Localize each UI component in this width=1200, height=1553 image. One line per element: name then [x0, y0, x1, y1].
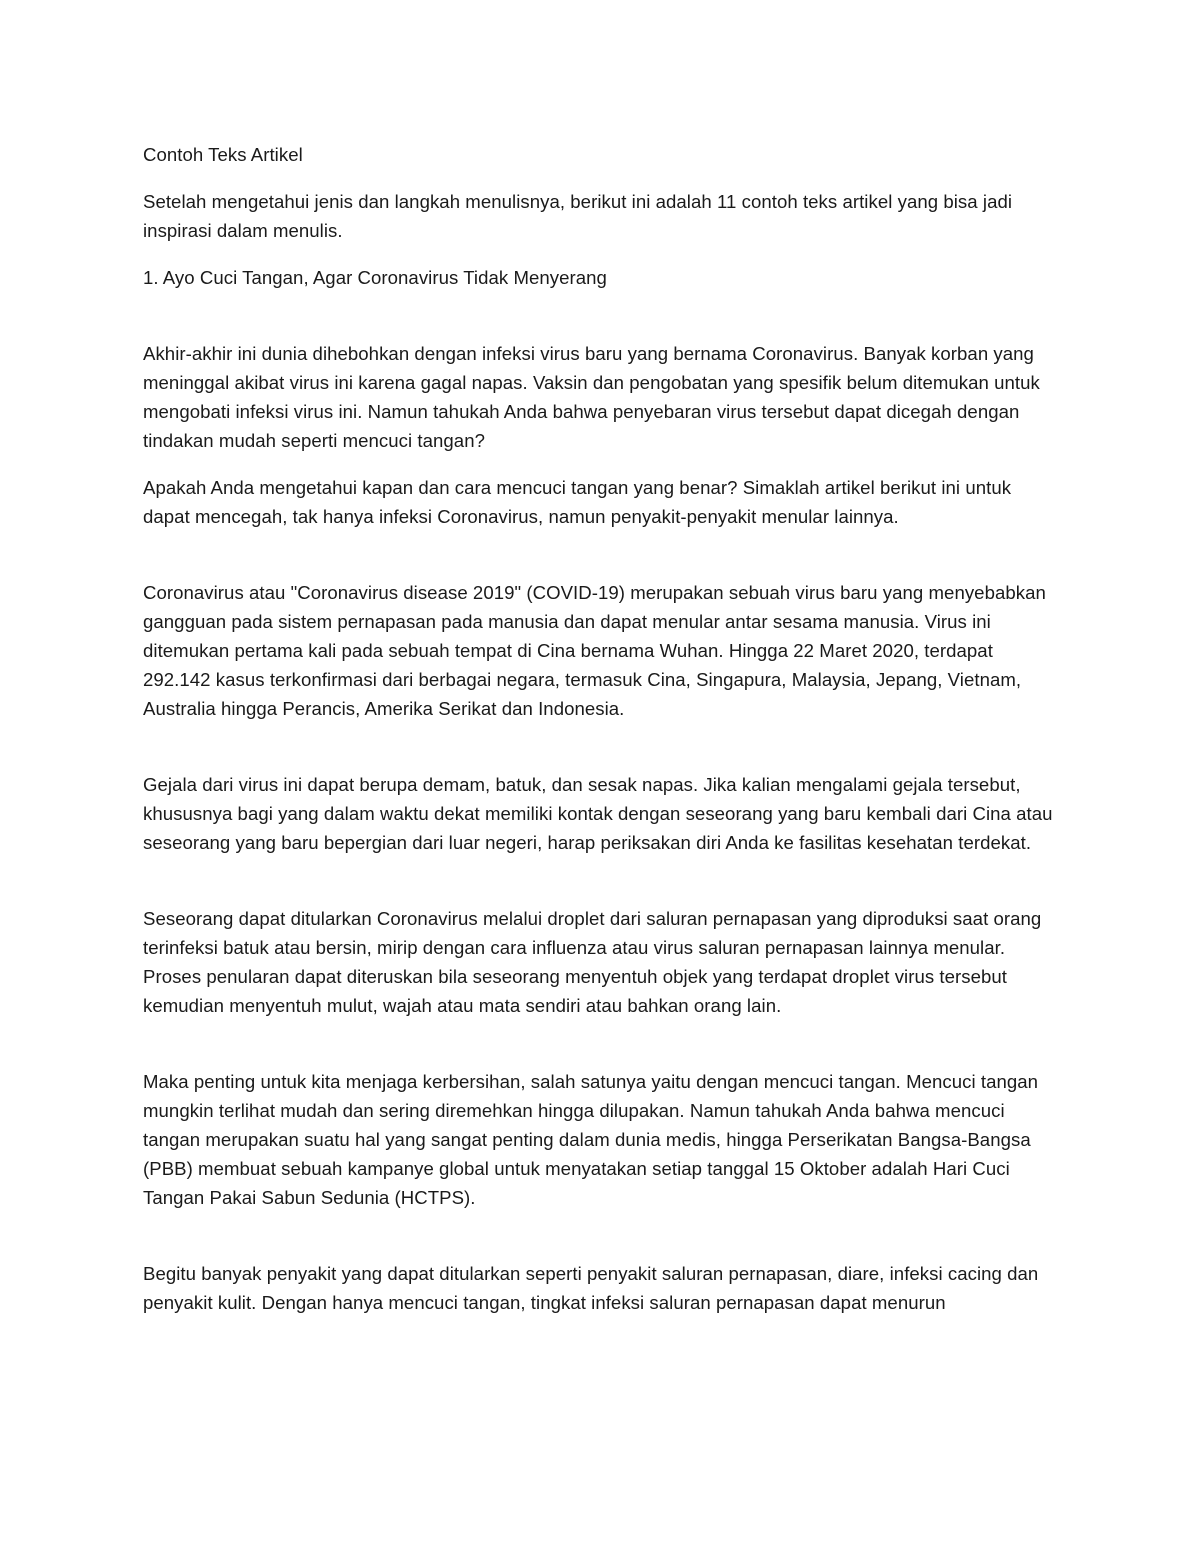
- paragraph-1: Akhir-akhir ini dunia dihebohkan dengan infeksi virus baru yang bernama Coronavirus. Banyak korban yang meninggal akibat virus ini karena gagal napas. Vaksin dan pengobatan yang spesifik belum ditemukan untuk mengobati infeksi virus ini. Namun tahukah Anda bahwa penyebaran virus tersebut dapat dicegah dengan tindakan mudah seperti mencuci tangan?: [143, 343, 1040, 451]
- paragraph-2: Apakah Anda mengetahui kapan dan cara mencuci tangan yang benar? Simaklah artikel berikut ini untuk dapat mencegah, tak hanya infeksi Coronavirus, namun penyakit-penyakit menular lainnya.: [143, 477, 1012, 527]
- paragraph-3: Coronavirus atau "Coronavirus disease 2019" (COVID-19) merupakan sebuah virus baru yang menyebabkan gangguan pada sistem pernapasan pada manusia dan dapat menular antar sesama manusia. Virus ini ditemukan pertama kali pada sebuah tempat di Cina bernama Wuhan. Hingga 22 Maret 2020, terdapat 292.142 kasus terkonfirmasi dari berbagai negara, termasuk Cina, Singapura, Malaysia, Jepang, Vietnam, Australia hingga Perancis, Amerika Serikat dan Indonesia.: [143, 582, 1046, 719]
- paragraph-4: Gejala dari virus ini dapat berupa demam, batuk, dan sesak napas. Jika kalian mengalami gejala tersebut, khususnya bagi yang dalam waktu dekat memiliki kontak dengan seseorang yang baru kembali dari Cina atau seseorang yang baru bepergian dari luar negeri, harap periksakan diri Anda ke fasilitas kesehatan terdekat.: [143, 774, 1053, 853]
- paragraph-5: Seseorang dapat ditularkan Coronavirus melalui droplet dari saluran pernapasan yang diproduksi saat orang terinfeksi batuk atau bersin, mirip dengan cara influenza atau virus saluran pernapasan lainnya menular. Proses penularan dapat diteruskan bila seseorang menyentuh objek yang terdapat droplet virus tersebut kemudian menyentuh mulut, wajah atau mata sendiri atau bahkan orang lain.: [143, 908, 1042, 1016]
- paragraph-6: Maka penting untuk kita menjaga kerbersihan, salah satunya yaitu dengan mencuci tangan. Mencuci tangan mungkin terlihat mudah dan sering diremehkan hingga dilupakan. Namun tahukah Anda bahwa mencuci tangan merupakan suatu hal yang sangat penting dalam dunia medis, hingga Perserikatan Bangsa-Bangsa (PBB) membuat sebuah kampanye global untuk menyatakan setiap tanggal 15 Oktober adalah Hari Cuci Tangan Pakai Sabun Sedunia (HCTPS).: [143, 1071, 1039, 1208]
- paragraph-7: Begitu banyak penyakit yang dapat ditularkan seperti penyakit saluran pernapasan, diare, infeksi cacing dan penyakit kulit. Dengan hanya mencuci tangan, tingkat infeksi saluran pernapasan dapat menurun: [143, 1263, 1039, 1313]
- intro-paragraph: Setelah mengetahui jenis dan langkah menulisnya, berikut ini adalah 11 contoh teks artikel yang bisa jadi inspirasi dalam menulis.: [143, 191, 1013, 241]
- document-body: [143, 140, 1058, 1335]
- document-title: Contoh Teks Artikel: [143, 144, 303, 165]
- article-heading: 1. Ayo Cuci Tangan, Agar Coronavirus Tidak Menyerang: [143, 267, 607, 288]
